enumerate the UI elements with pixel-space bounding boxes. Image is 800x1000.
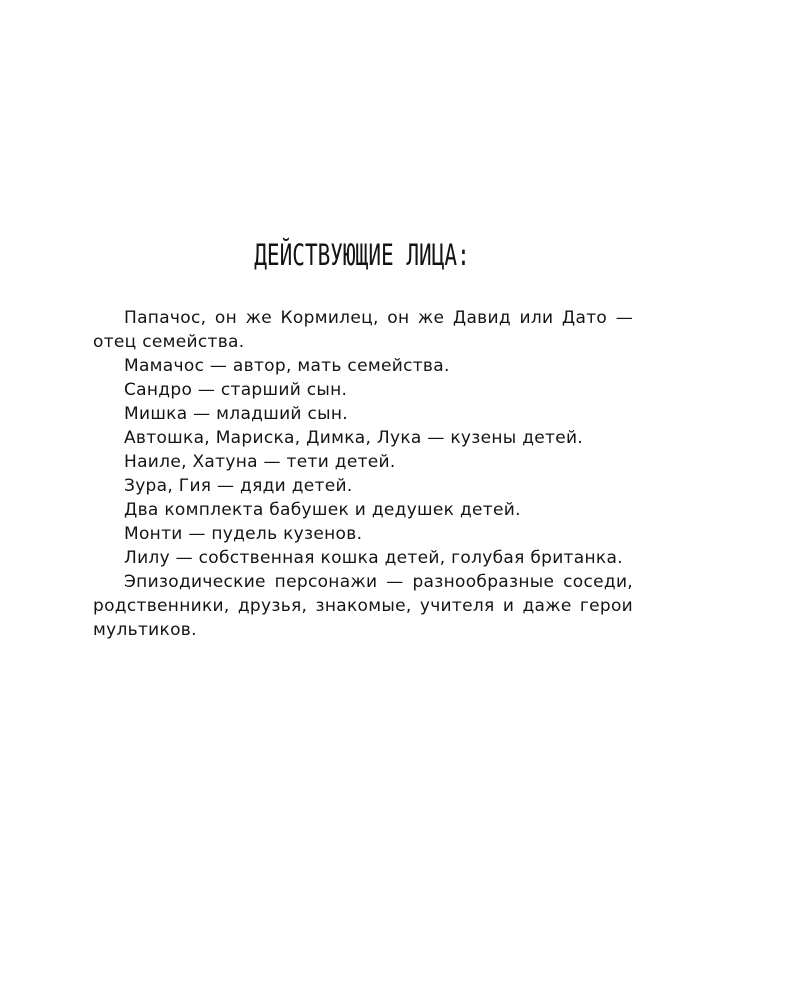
cast-entry: Мишка — младший сын.: [124, 404, 348, 424]
cast-entry: Папачос, он же Кормилец, он же Давид или Дато — отец семейства.: [93, 308, 633, 352]
page-title: ДЕЙСТВУЮЩИЕ ЛИЦА:: [254, 238, 470, 273]
cast-entry: Сандро — старший сын.: [124, 380, 348, 400]
cast-entry: Монти — пудель кузенов.: [124, 524, 363, 544]
cast-list: [93, 306, 633, 642]
cast-entry: Лилу — собственная кошка детей, голубая британка.: [124, 548, 623, 568]
cast-entry: Мамачос — автор, мать семейства.: [124, 356, 450, 376]
cast-entry: Эпизодические персонажи — разнообразные соседи, родственники, друзья, знакомые, учителя и даже герои мультиков.: [93, 572, 633, 640]
cast-entry: Наиле, Хатуна — тети детей.: [124, 452, 396, 472]
cast-entry: Два комплекта бабушек и дедушек детей.: [124, 500, 521, 520]
cast-entry: Зура, Гия — дяди детей.: [124, 476, 353, 496]
cast-entry: Автошка, Мариска, Димка, Лука — кузены детей.: [124, 428, 584, 448]
